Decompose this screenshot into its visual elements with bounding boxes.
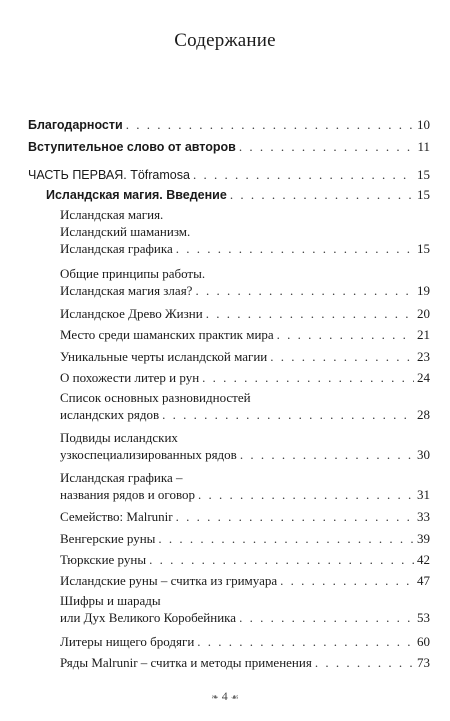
leader-dots xyxy=(193,166,414,183)
toc-entry[interactable] xyxy=(60,369,430,386)
toc-entry-line: Исландский шаманизм. xyxy=(60,224,191,239)
toc-entry[interactable] xyxy=(60,633,430,650)
toc-entry[interactable] xyxy=(46,186,430,204)
leader-dots xyxy=(239,138,415,155)
toc-entry-title: Исландская магия злая? xyxy=(60,283,193,298)
leader-dots xyxy=(176,508,414,525)
leader-dots xyxy=(202,369,414,386)
leader-dots xyxy=(315,654,414,671)
toc-entry-title: Исландская графика xyxy=(60,241,173,256)
leader-dots xyxy=(198,486,414,503)
toc-entry-title: Вступительное слово от авторов xyxy=(28,140,236,154)
toc-entry-line: Шифры и шарады xyxy=(60,593,161,608)
toc-entry[interactable] xyxy=(60,592,430,626)
toc-entry-title: исландских рядов xyxy=(60,407,160,422)
leader-dots xyxy=(206,305,414,322)
toc-entry-title: Семейство: Malrunir xyxy=(60,509,173,524)
toc-entry[interactable] xyxy=(60,530,430,547)
toc-entry-line: Исландская магия. xyxy=(60,207,164,222)
toc-entry-page: 24 xyxy=(417,370,430,385)
leader-dots xyxy=(126,116,414,133)
leader-dots xyxy=(149,551,414,568)
toc-entry[interactable] xyxy=(60,305,430,322)
toc-entry-title: Венгерские руны xyxy=(60,531,156,546)
toc-entry-page: 60 xyxy=(417,634,430,649)
ornament-left-icon: ❧ xyxy=(211,692,219,702)
page-footer xyxy=(0,689,450,704)
leader-dots xyxy=(270,348,414,365)
page-title: Содержание xyxy=(174,30,276,51)
toc-entry[interactable] xyxy=(60,265,430,299)
toc-entry-page: 15 xyxy=(417,241,430,256)
toc-entry[interactable] xyxy=(28,116,430,134)
toc-entry-page: 10 xyxy=(417,117,430,132)
toc-entry[interactable] xyxy=(60,389,430,423)
toc-entry-page: 30 xyxy=(417,447,430,462)
leader-dots xyxy=(197,633,414,650)
toc-entry-page: 15 xyxy=(417,167,430,182)
toc-entry[interactable] xyxy=(60,469,430,503)
toc-entry[interactable] xyxy=(60,348,430,365)
toc-entry[interactable] xyxy=(60,326,430,343)
toc-entry[interactable] xyxy=(60,429,430,463)
toc-entry-title: узкоспециализированных рядов xyxy=(60,447,237,462)
toc-entry-line: Список основных разновидностей xyxy=(60,390,251,405)
page-number: 4 xyxy=(221,689,228,703)
toc-entry[interactable] xyxy=(60,206,430,257)
toc-entry-title: Место среди шаманских практик мира xyxy=(60,327,274,342)
leader-dots xyxy=(277,326,414,343)
toc-entry-title: Исландская магия. Введение xyxy=(46,188,227,202)
toc-entry-page: 23 xyxy=(417,349,430,364)
toc-entry-page: 42 xyxy=(417,552,430,567)
toc-entry-page: 11 xyxy=(417,139,430,154)
toc-entry-page: 21 xyxy=(417,327,430,342)
toc-entry-page: 19 xyxy=(417,283,430,298)
toc-entry-title: названия рядов и оговор xyxy=(60,487,195,502)
toc-entry[interactable] xyxy=(60,654,430,671)
toc-entry-page: 39 xyxy=(417,531,430,546)
toc-entry-line: Подвиды исландских xyxy=(60,430,178,445)
leader-dots xyxy=(176,240,414,257)
toc-entry-title: Исландское Древо Жизни xyxy=(60,306,203,321)
leader-dots xyxy=(162,406,414,423)
toc-entry-title: Тюркские руны xyxy=(60,552,147,567)
toc-entry-page: 33 xyxy=(417,509,430,524)
toc-entry-title: ЧАСТЬ ПЕРВАЯ. Töframosa xyxy=(28,168,190,182)
toc-entry-title: Ряды Malrunir – считка и методы применения xyxy=(60,655,312,670)
leader-dots xyxy=(280,572,414,589)
toc-entry-page: 20 xyxy=(417,306,430,321)
leader-dots xyxy=(239,609,414,626)
toc-entry-line: Исландская графика – xyxy=(60,470,183,485)
toc-entry[interactable] xyxy=(28,166,430,184)
toc-entry-page: 31 xyxy=(417,487,430,502)
ornament-right-icon: ☙ xyxy=(230,692,239,702)
toc-entry-page: 15 xyxy=(417,187,430,202)
toc-entry-title: Литеры нищего бродяги xyxy=(60,634,195,649)
toc-entry[interactable] xyxy=(28,138,430,156)
toc-entry[interactable] xyxy=(60,572,430,589)
toc-entry-line: Общие принципы работы. xyxy=(60,266,206,281)
leader-dots xyxy=(230,186,414,203)
toc-entry-title: Уникальные черты исландской магии xyxy=(60,349,268,364)
leader-dots xyxy=(195,282,414,299)
toc-entry-page: 73 xyxy=(417,655,430,670)
toc-entry-page: 28 xyxy=(417,407,430,422)
toc-entry[interactable] xyxy=(60,508,430,525)
leader-dots xyxy=(158,530,414,547)
toc-entry-page: 53 xyxy=(417,610,430,625)
toc-entry[interactable] xyxy=(60,551,430,568)
toc-entry-page: 47 xyxy=(417,573,430,588)
leader-dots xyxy=(240,446,414,463)
toc-entry-title: или Дух Великого Коробейника xyxy=(60,610,237,625)
toc-entry-title: Благодарности xyxy=(28,118,123,132)
toc-entry-title: Исландские руны – считка из гримуара xyxy=(60,573,278,588)
toc-entry-title: О похожести литер и рун xyxy=(60,370,200,385)
